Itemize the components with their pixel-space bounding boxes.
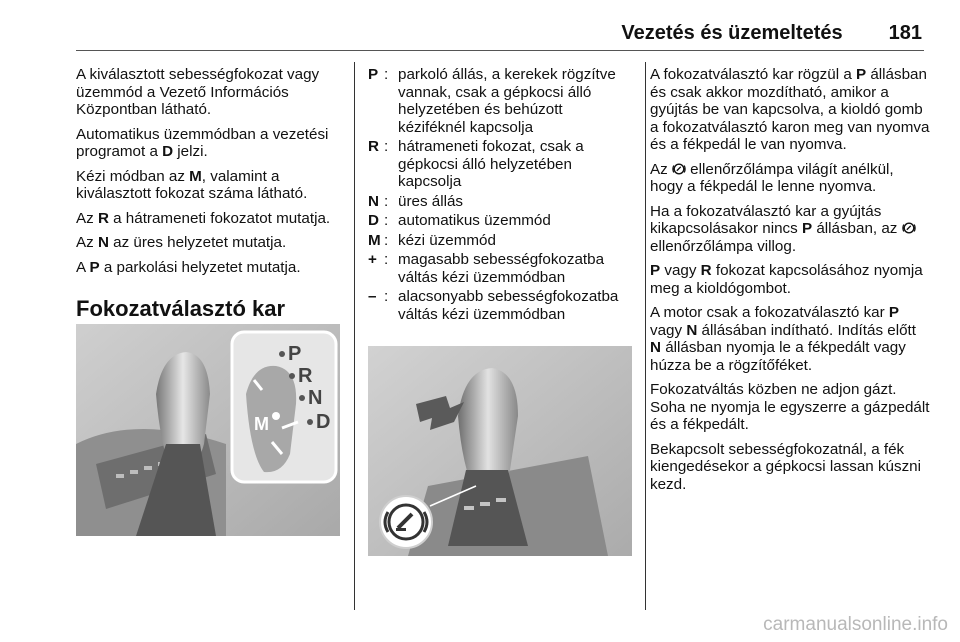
definition-separator: :	[384, 66, 389, 83]
paragraph: A fokozatválasztó kar rögzül a P állásban és csak akkor mozdítható, amikor a gyújtás be van kapcsolva, a kioldó gomb a fokozatválasztó karon meg van nyomva és a fékpedál le van nyomva.	[650, 66, 930, 153]
gear-lever-release-photo	[368, 346, 632, 556]
diagram-label-n: N	[308, 387, 323, 409]
gear-selector-photo	[76, 324, 340, 536]
definition-separator: :	[384, 212, 389, 229]
definition-text: hátrameneti fokozat, csak a gépkocsi álló helyzetében kapcsolja	[398, 138, 584, 190]
definition-key: P	[368, 66, 379, 83]
header-rule	[76, 50, 924, 51]
definition-text: kézi üzemmód	[398, 231, 496, 249]
paragraph: Ha a fokozatválasztó kar a gyújtás kikapcsolásakor nincs P állásban, az ellenőrzőlámpa villog.	[650, 203, 930, 256]
paragraph: A P a parkolási helyzetet mutatja.	[76, 258, 301, 276]
watermark: carmanualsonline.info	[763, 614, 948, 635]
definition-separator: :	[384, 138, 389, 155]
diagram-label-m: M	[254, 414, 269, 434]
definition-list	[368, 66, 634, 323]
paragraph: P vagy R fokozat kapcsolásához nyomja meg a kioldógombot.	[650, 262, 923, 297]
paragraph: A kiválasztott sebességfokozat vagy üzemmód a Vezető Információs Központban látható.	[76, 66, 320, 118]
diagram-label-p: P	[288, 343, 302, 365]
paragraph: Kézi módban az M, valamint a kiválasztott fokozat száma látható.	[76, 167, 308, 202]
paragraph: Bekapcsolt sebességfokozatnál, a fék kiengedésekor a gépkocsi lassan kúszni kezd.	[650, 440, 922, 493]
definition-key: R	[368, 138, 379, 155]
definition-separator: :	[384, 231, 389, 249]
definition-key: +	[368, 251, 377, 268]
definition-text: magasabb sebességfokozatba váltás kézi üzemmódban	[398, 251, 605, 286]
column-divider-1	[354, 62, 355, 610]
column-2	[368, 66, 634, 323]
section-title: Vezetés és üzemeltetés	[621, 22, 843, 44]
definition-text: parkoló állás, a kerekek rögzítve vannak, csak a gépkocsi álló helyzetében és behúzott kéziféknél kapcsolja	[398, 66, 616, 136]
paragraph: A motor csak a fokozatválasztó kar P vagy N állásában indítható. Indítás előtt N állásban nyomja le a fékpedált vagy húzza be a rögzítőféket.	[650, 304, 916, 374]
column-3	[650, 66, 930, 500]
paragraph: Automatikus üzemmódban a vezetési programot a D jelzi.	[76, 125, 329, 160]
column-divider-2	[645, 62, 646, 610]
definition-separator: :	[384, 288, 389, 305]
column-1	[76, 66, 342, 321]
brake-pedal-warning-icon	[902, 221, 916, 235]
paragraph: Az R a hátrameneti fokozatot mutatja.	[76, 209, 331, 227]
page-header	[621, 22, 922, 45]
paragraph: Az ellenőrzőlámpa világít anélkül, hogy a fékpedál le lenne nyomva.	[650, 160, 894, 195]
diagram-label-d: D	[316, 411, 331, 433]
definition-key: –	[368, 288, 377, 305]
paragraph: Fokozatváltás közben ne adjon gázt. Soha ne nyomja le egyszerre a gázpedált és a fékpedált.	[650, 381, 930, 433]
definition-text: üres állás	[398, 192, 463, 210]
definition-separator: :	[384, 192, 389, 210]
definition-key: M	[368, 231, 381, 249]
gear-lever-release-illustration	[368, 346, 632, 556]
definition-text: alacsonyabb sebességfokozatba váltás kézi üzemmódban	[398, 288, 619, 323]
definition-separator: :	[384, 251, 389, 268]
definition-key: D	[368, 212, 379, 229]
diagram-label-r: R	[298, 365, 313, 387]
definition-text: automatikus üzemmód	[398, 212, 551, 229]
paragraph: Az N az üres helyzetet mutatja.	[76, 234, 287, 251]
section-heading: Fokozatválasztó kar	[76, 296, 286, 321]
brake-pedal-warning-icon	[672, 162, 686, 176]
gear-lever-illustration	[76, 324, 340, 536]
definition-key: N	[368, 192, 379, 210]
page-number: 181	[888, 22, 922, 44]
